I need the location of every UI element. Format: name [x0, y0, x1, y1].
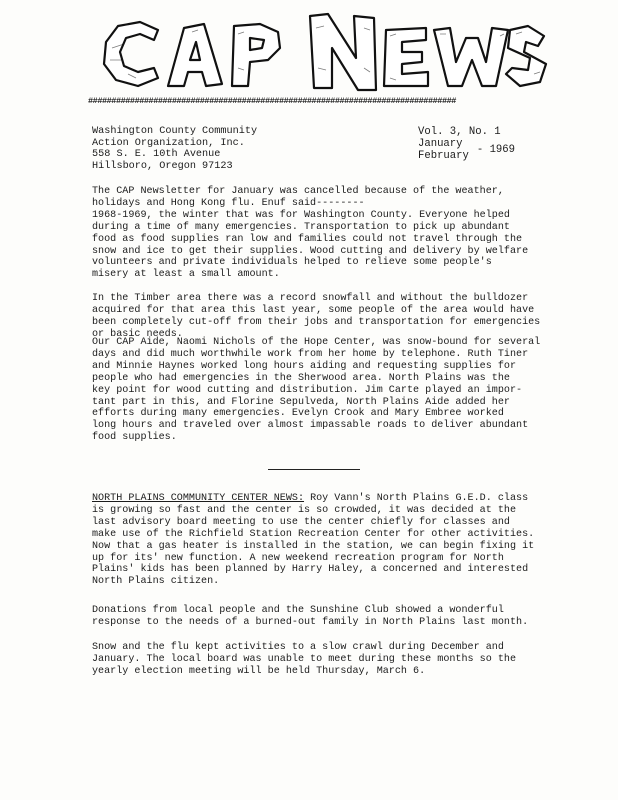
- text-line: North Plains citizen.: [92, 576, 220, 588]
- issue-month-1: January: [418, 138, 463, 150]
- issue-month-2: February: [418, 150, 469, 162]
- issue-year: - 1969: [476, 144, 516, 156]
- text-line: Snow and the flu kept activities to a slow crawl during December and: [92, 642, 504, 653]
- paragraph-north-plains: [92, 493, 612, 588]
- text-line: people who had emergencies in the Sherwood area. North Plains was the: [92, 372, 510, 384]
- text-line: tant part in this, and Florine Sepulveda, North Plains Aide added her: [92, 396, 510, 408]
- text-line: Donations from local people and the Sunshine Club showed a wonderful: [92, 605, 504, 616]
- text-line: food as food supplies ran low and families could not travel through the: [92, 233, 523, 245]
- address-line: Hillsboro, Oregon 97123: [92, 160, 233, 172]
- text-line: The CAP Newsletter for January was cancelled because of the weather,: [92, 186, 504, 197]
- text-line: food supplies.: [92, 432, 177, 444]
- text-line: last advisory board meeting to use the center chiefly for classes and: [92, 516, 510, 528]
- text-line: acquired for that area this last year, some people of the area would have: [92, 304, 535, 316]
- address-block: [92, 126, 257, 172]
- text-line: In the Timber area there was a record snowfall and without the bulldozer: [92, 293, 529, 304]
- text-line: during a time of many emergencies. Transportation to pick up abundant: [92, 221, 510, 233]
- text-line: yearly election meeting will be held Thursday, March 6.: [92, 665, 426, 677]
- address-line: 558 S. E. 10th Avenue: [92, 149, 221, 160]
- masthead: [88, 8, 548, 96]
- text-line: Now that a gas heater is installed in the station, we can begin fixing it: [92, 540, 535, 552]
- masthead-logo: [88, 8, 548, 96]
- text-line: make use of the Richfield Station Recreation Center for other activities.: [92, 528, 535, 540]
- text-line: been completely cut-off from their jobs and transportation for emergencies: [92, 316, 541, 328]
- text-line: holidays and Hong Kong flu. Enuf said--------: [92, 197, 365, 209]
- text-line: Our CAP Aide, Naomi Nichols of the Hope Center, was snow-bound for several: [92, 337, 541, 348]
- section-heading: NORTH PLAINS COMMUNITY CENTER NEWS:: [92, 493, 305, 504]
- text-line: up for its' new function. A new weekend recreation program for North: [92, 552, 504, 564]
- text-line: January. The local board was unable to meet during these months so the: [92, 653, 517, 665]
- text-line: volunteers and private individuals helped to relieve some people's: [92, 257, 492, 269]
- text-line: 1968-1969, the winter that was for Washington County. Everyone helped: [92, 209, 510, 221]
- text-line: days and did much worthwhile work from her home by telephone. Ruth Tiner: [92, 348, 529, 360]
- text-line: response to the needs of a burned-out family in North Plains last month.: [92, 616, 529, 628]
- paragraph-snow: [92, 642, 612, 678]
- text-line: Roy Vann's North Plains G.E.D. class: [304, 493, 529, 504]
- text-line: Plains' kids has been planned by Harry Haley, a concerned and interested: [92, 564, 529, 576]
- paragraph-aides: [92, 337, 612, 444]
- text-line: long hours and traveled over almost impassable roads to deliver abundant: [92, 420, 529, 432]
- issue-info: [418, 126, 515, 162]
- section-divider: [268, 469, 360, 471]
- address-line: Washington County Community: [92, 126, 258, 137]
- text-line: efforts during many emergencies. Evelyn Crook and Mary Embree worked: [92, 408, 504, 420]
- address-line: Action Organization, Inc.: [92, 137, 245, 149]
- paragraph-donations: [92, 605, 612, 629]
- paragraph-intro: [92, 186, 612, 281]
- text-line: and Minnie Haynes worked long hours aiding and requesting supplies for: [92, 360, 517, 372]
- text-line: snow and ice to get their supplies. Wood cutting and delivery by welfare: [92, 245, 529, 257]
- text-line: is growing so fast and the center is so crowded, it was decided at the: [92, 504, 517, 516]
- volume-number: Vol. 3, No. 1: [418, 126, 501, 138]
- text-line: misery at least a small amount.: [92, 269, 280, 281]
- hash-rule: ###############################################################################: [88, 96, 456, 106]
- paragraph-timber: [92, 293, 612, 341]
- text-line: or basic needs.: [92, 328, 183, 340]
- text-line: key point for wood cutting and distribution. Jim Carte played an impor-: [92, 384, 523, 396]
